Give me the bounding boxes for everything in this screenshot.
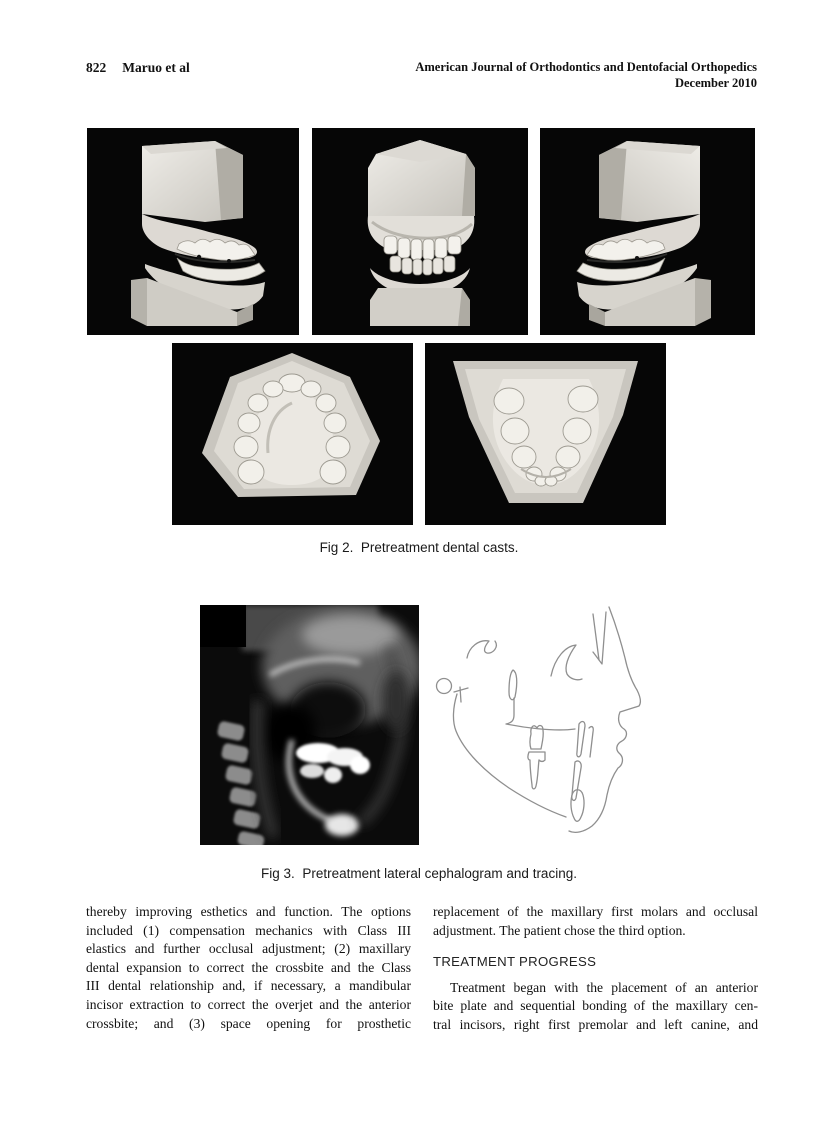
body-paragraph bbox=[433, 903, 758, 940]
section-heading: TREATMENT PROGRESS bbox=[433, 954, 597, 970]
figure3-caption-label: Fig 3. bbox=[261, 866, 295, 881]
body-line: replacement of the maxillary first molars and occlusal bbox=[433, 904, 758, 919]
body-line: thereby improving esthetics and function. The options bbox=[86, 904, 411, 919]
mandibular-occlusal-graphic bbox=[425, 343, 666, 525]
cast-right-lateral-graphic bbox=[87, 128, 299, 335]
page-number: 822 bbox=[86, 60, 107, 75]
figure3-caption-text: Pretreatment lateral cephalogram and tracing. bbox=[302, 866, 577, 881]
maxillary-occlusal-graphic bbox=[172, 343, 413, 525]
body-line: Treatment began with the placement of an anterior bbox=[450, 979, 758, 995]
running-authors: Maruo et al bbox=[122, 60, 190, 75]
body-line: included (1) compensation mechanics with Class III bbox=[86, 922, 411, 938]
body-column-right bbox=[433, 903, 758, 1035]
dental-cast-left-lateral-photo bbox=[540, 128, 755, 335]
body-line: crossbite; and (3) space opening for prosthetic bbox=[86, 1015, 411, 1031]
body-line: elastics and further occlusal adjustment; (2) maxillary bbox=[86, 941, 411, 957]
body-line: tral incisors, right first premolar and left canine, and bbox=[433, 1016, 758, 1032]
journal-name: American Journal of Orthodontics and Dentofacial Orthopedics bbox=[415, 60, 757, 74]
dental-cast-right-lateral-photo bbox=[87, 128, 299, 335]
lateral-cephalogram-xray bbox=[200, 605, 419, 845]
body-line: bite plate and sequential bonding of the maxillary cen- bbox=[433, 998, 758, 1014]
maxillary-occlusal-cast-photo bbox=[172, 343, 413, 525]
figure2-caption-text: Pretreatment dental casts. bbox=[360, 540, 519, 555]
figure2-caption-label: Fig 2. bbox=[319, 540, 354, 555]
cast-left-lateral-graphic bbox=[540, 128, 755, 335]
issue-date: December 2010 bbox=[674, 75, 757, 90]
body-column-left bbox=[86, 903, 411, 1033]
body-line: adjustment. The patient chose the third option. bbox=[433, 922, 686, 938]
cephalometric-tracing bbox=[423, 602, 651, 850]
cephalogram-graphic bbox=[200, 605, 419, 845]
cast-frontal-graphic bbox=[312, 128, 528, 335]
dental-cast-frontal-photo bbox=[312, 128, 528, 335]
body-line: incisor extraction to correct the overjet and the anterior bbox=[86, 996, 411, 1012]
figure2-caption bbox=[0, 540, 838, 555]
running-header-right bbox=[415, 60, 757, 91]
figure3-caption bbox=[0, 866, 838, 881]
body-line: dental expansion to correct the crossbite and the Class bbox=[86, 959, 411, 975]
mandibular-occlusal-cast-photo bbox=[425, 343, 666, 525]
tracing-graphic bbox=[423, 602, 651, 850]
body-paragraph bbox=[433, 979, 758, 1035]
body-line: III dental relationship and, if necessary, a mandibular bbox=[86, 978, 411, 994]
running-header-left bbox=[86, 60, 190, 76]
body-paragraph bbox=[86, 903, 411, 1033]
